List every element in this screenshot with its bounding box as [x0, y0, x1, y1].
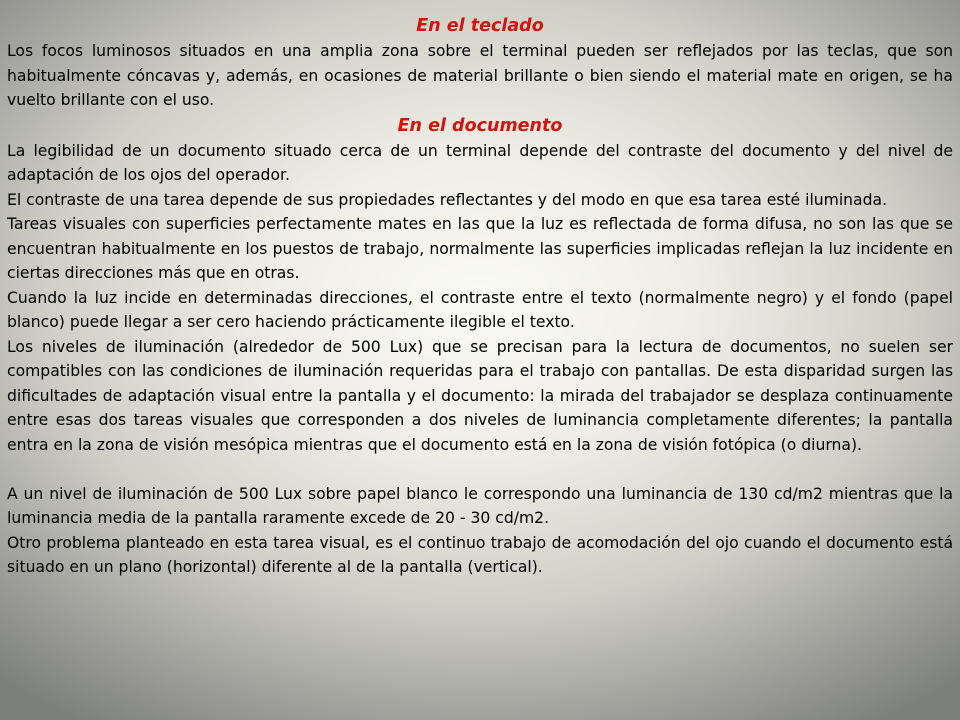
slide-content — [7, 13, 953, 580]
paragraph-niveles-iluminacion: Los niveles de iluminación (alrededor de 500 Lux) que se precisan para la lectura de documentos, no suelen ser compatibles con las condiciones de iluminación requeridas para el trabajo con pantallas. De esta disparidad surgen las dificultades de adaptación visual entre la pantalla y el documento: la mirada del trabajador se desplaza continuamente entre esas dos tareas visuales que corresponden a dos niveles de luminancia completamente diferentes; la pantalla entra en la zona de visión mesópica mientras que el documento está en la zona de visión fotópica (o diurna). — [7, 337, 953, 454]
paragraph-contraste: El contraste de una tarea depende de sus propiedades reflectantes y del modo en que esa tarea esté iluminada. — [7, 190, 888, 209]
paragraph-spacer — [7, 457, 953, 482]
section-title-teclado: En el teclado — [416, 16, 544, 36]
paragraph-direcciones: Cuando la luz incide en determinadas direcciones, el contraste entre el texto (normalmente negro) y el fondo (papel blanco) puede llegar a ser cero haciendo prácticamente ilegible el texto. — [7, 288, 953, 331]
paragraph-luminancia: A un nivel de iluminación de 500 Lux sobre papel blanco le correspondo una luminancia de 130 cd/m2 mientras que la luminancia media de la pantalla raramente excede de 20 - 30 cd/m2. — [7, 484, 953, 527]
paragraph-legibilidad: La legibilidad de un documento situado cerca de un terminal depende del contraste del documento y del nivel de adaptación de los ojos del operador. — [7, 141, 953, 184]
paragraph-acomodacion: Otro problema planteado en esta tarea visual, es el continuo trabajo de acomodación del ojo cuando el documento está situado en un plano (horizontal) diferente al de la pantalla (vertical). — [7, 533, 953, 576]
paragraph-tareas-visuales: Tareas visuales con superficies perfectamente mates en las que la luz es reflectada de forma difusa, no son las que se encuentran habitualmente en los puestos de trabajo, normalmente las superficies implicadas reflejan la luz incidente en ciertas direcciones más que en otras. — [7, 215, 953, 282]
section-title-documento: En el documento — [397, 115, 563, 136]
paragraph-teclado: Los focos luminosos situados en una amplia zona sobre el terminal pueden ser reflejados por las teclas, que son habitualmente cóncavas y, además, en ocasiones de material brillante o bien siendo el material mate en origen, se ha vuelto brillante con el uso. — [7, 42, 953, 109]
